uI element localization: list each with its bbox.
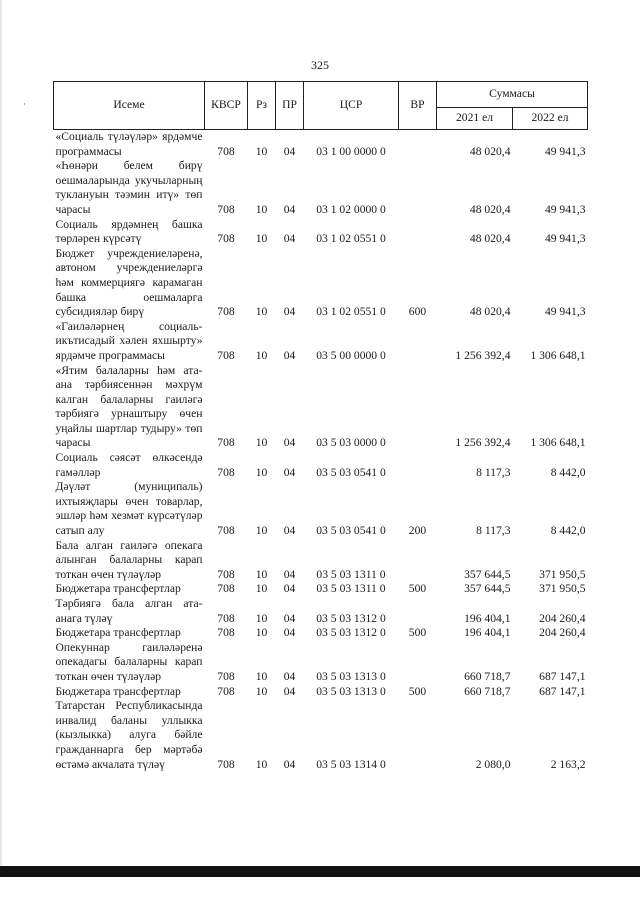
row-amount-2021: 196 404,1 — [464, 611, 511, 625]
row-pr: 04 — [283, 465, 296, 479]
header-rz: Рз — [248, 82, 276, 130]
row-vr — [399, 539, 437, 583]
header-kvsr: КВСР — [205, 82, 248, 130]
row-rz: 10 — [255, 582, 268, 596]
table-body — [54, 130, 588, 773]
row-csr: 03 1 02 0000 0 — [316, 202, 386, 216]
row-amount-2022: 8 442,0 — [550, 524, 586, 538]
row-vr — [399, 130, 437, 160]
table-row — [54, 218, 588, 247]
row-name: Опекуннар гаиләләренә опекадагы балаларны карап тоткан өчен түләүләр — [55, 640, 203, 683]
table-row — [54, 626, 588, 641]
table-row — [54, 320, 588, 364]
header-vr: ВР — [399, 82, 437, 130]
row-amount-2022: 371 950,5 — [539, 567, 586, 581]
row-kvsr: 708 — [217, 757, 235, 771]
row-amount-2022: 204 260,4 — [539, 626, 586, 640]
row-kvsr: 708 — [217, 684, 235, 698]
table-row — [54, 582, 588, 597]
row-kvsr: 708 — [217, 582, 235, 596]
row-amount-2022: 8 442,0 — [550, 465, 586, 479]
row-pr: 04 — [283, 567, 296, 581]
row-csr: 03 1 02 0551 0 — [316, 305, 386, 319]
row-kvsr: 708 — [217, 436, 235, 450]
row-amount-2022: 687 147,1 — [539, 669, 586, 683]
row-kvsr: 708 — [217, 348, 235, 362]
row-rz: 10 — [255, 305, 268, 319]
row-amount-2021: 48 020,4 — [469, 232, 511, 246]
row-name: Бюджетара трансфертлар — [55, 626, 181, 640]
table-row — [54, 685, 588, 700]
row-name: «Һөнәри белем бирү оешмаларында укучыларның туклануын тәэмин итү» төп чарасы — [55, 159, 203, 216]
row-amount-2021: 660 718,7 — [464, 669, 511, 683]
header-year-2021: 2021 ел — [437, 108, 513, 130]
row-kvsr: 708 — [217, 232, 235, 246]
row-kvsr: 708 — [217, 626, 235, 640]
row-rz: 10 — [255, 144, 268, 158]
row-csr: 03 5 00 0000 0 — [316, 348, 386, 362]
row-vr — [399, 641, 437, 685]
row-amount-2021: 660 718,7 — [464, 684, 511, 698]
row-amount-2022: 2 163,2 — [550, 757, 586, 771]
row-csr: 03 1 00 0000 0 — [316, 144, 386, 158]
row-rz: 10 — [255, 684, 268, 698]
row-amount-2021: 2 080,0 — [475, 757, 511, 771]
row-amount-2021: 48 020,4 — [469, 202, 511, 216]
row-rz: 10 — [255, 757, 268, 771]
row-name: «Гаиләләрнең социаль-икътисадый хәлен яхшырту» ярдәмче программасы — [55, 319, 203, 362]
row-name: «Ятим балаларны һәм ата-ана тәрбиясеннән мәхрүм калган балаларны гаиләгә тәрбиягә урнаштыру өчен уңайлы шартлар тудыру» төп чарасы — [55, 363, 203, 450]
row-csr: 03 1 02 0551 0 — [316, 232, 386, 246]
row-pr: 04 — [283, 669, 296, 683]
row-vr — [399, 159, 437, 217]
row-pr: 04 — [283, 436, 296, 450]
row-amount-2022: 204 260,4 — [539, 611, 586, 625]
row-vr: 500 — [408, 582, 427, 596]
row-csr: 03 5 03 1311 0 — [316, 567, 386, 581]
row-amount-2022: 371 950,5 — [539, 582, 586, 596]
row-vr: 200 — [408, 524, 427, 538]
row-kvsr: 708 — [217, 202, 235, 216]
table-row — [54, 480, 588, 538]
row-vr — [399, 218, 437, 247]
row-rz: 10 — [255, 232, 268, 246]
row-kvsr: 708 — [217, 669, 235, 683]
row-amount-2021: 357 644,5 — [464, 567, 511, 581]
row-vr — [399, 320, 437, 364]
row-kvsr: 708 — [217, 567, 235, 581]
row-vr — [399, 699, 437, 772]
row-pr: 04 — [283, 684, 296, 698]
row-amount-2021: 196 404,1 — [464, 626, 511, 640]
row-name: Тәрбиягә бала алган ата-анага түләү — [55, 597, 203, 625]
table-row — [54, 130, 588, 160]
scan-edge — [0, 0, 2, 866]
table-row — [54, 641, 588, 685]
row-pr: 04 — [283, 305, 296, 319]
header-name: Исеме — [54, 82, 205, 130]
row-kvsr: 708 — [217, 465, 235, 479]
row-pr: 04 — [283, 202, 296, 216]
row-kvsr: 708 — [217, 524, 235, 538]
row-csr: 03 5 03 1312 0 — [316, 611, 386, 625]
row-amount-2022: 687 147,1 — [539, 684, 586, 698]
row-amount-2021: 357 644,5 — [464, 582, 511, 596]
table-row — [54, 364, 588, 452]
row-pr: 04 — [283, 524, 296, 538]
row-csr: 03 5 03 0541 0 — [316, 524, 386, 538]
row-rz: 10 — [255, 611, 268, 625]
row-amount-2021: 8 117,3 — [476, 524, 511, 538]
row-amount-2021: 1 256 392,4 — [455, 436, 511, 450]
row-vr — [399, 364, 437, 452]
table-row — [54, 699, 588, 772]
row-kvsr: 708 — [217, 305, 235, 319]
row-rz: 10 — [255, 567, 268, 581]
row-rz: 10 — [255, 669, 268, 683]
row-vr — [399, 451, 437, 480]
row-pr: 04 — [283, 232, 296, 246]
row-pr: 04 — [283, 611, 296, 625]
row-vr — [399, 597, 437, 626]
row-amount-2022: 49 941,3 — [544, 202, 586, 216]
row-name: Бюджетара трансфертлар — [55, 684, 181, 698]
row-vr: 600 — [408, 305, 427, 319]
row-name: Социаль сәясәт өлкәсендә гамәлләр — [55, 451, 203, 479]
table-header — [54, 82, 588, 130]
row-pr: 04 — [283, 626, 296, 640]
row-vr: 500 — [408, 684, 427, 698]
row-pr: 04 — [283, 757, 296, 771]
row-csr: 03 5 03 1314 0 — [316, 757, 386, 771]
row-csr: 03 5 03 1312 0 — [316, 626, 386, 640]
row-csr: 03 5 03 0541 0 — [316, 465, 386, 479]
scan-dot: · — [23, 99, 26, 109]
row-vr: 500 — [408, 626, 427, 640]
row-rz: 10 — [255, 465, 268, 479]
table-row — [54, 539, 588, 583]
row-amount-2021: 48 020,4 — [469, 305, 511, 319]
row-pr: 04 — [283, 582, 296, 596]
header-year-2022: 2022 ел — [513, 108, 588, 130]
row-name: Бюджет учреждениеләренә, автоном учреждениеләргә һәм коммерциягә карамаган башка оешмаларга субсидияләр бирү — [55, 246, 203, 319]
row-name: Бюджетара трансфертлар — [55, 582, 181, 596]
row-pr: 04 — [283, 348, 296, 362]
header-sums: Суммасы — [437, 82, 588, 108]
row-csr: 03 5 03 1313 0 — [316, 669, 386, 683]
row-name: «Социаль түләүләр» ярдәмче программасы — [55, 130, 203, 158]
row-name: Социаль ярдәмнең башка төрләрен күрсәтү — [55, 217, 203, 246]
row-name: Дәүләт (муниципаль) ихтыяҗлары өчен товарлар, эшләр һәм хезмәт күрсәтүләр сатып алу — [55, 480, 203, 538]
header-csr: ЦСР — [304, 82, 399, 130]
row-amount-2022: 49 941,3 — [544, 305, 586, 319]
row-rz: 10 — [255, 202, 268, 216]
row-csr: 03 5 03 1311 0 — [316, 582, 386, 596]
row-pr: 04 — [283, 144, 296, 158]
row-amount-2021: 8 117,3 — [476, 465, 511, 479]
row-rz: 10 — [255, 626, 268, 640]
scan-bottom-band — [0, 866, 640, 877]
row-csr: 03 5 03 1313 0 — [316, 684, 386, 698]
row-amount-2021: 1 256 392,4 — [455, 348, 511, 362]
table-row — [54, 159, 588, 217]
row-amount-2021: 48 020,4 — [469, 144, 511, 158]
table-row — [54, 247, 588, 320]
row-rz: 10 — [255, 436, 268, 450]
row-rz: 10 — [255, 348, 268, 362]
header-pr: ПР — [276, 82, 304, 130]
row-name: Бала алган гаиләгә опекага алынган балаларны карап тоткан өчен түләүләр — [55, 538, 203, 581]
table-row — [54, 451, 588, 480]
row-amount-2022: 49 941,3 — [544, 232, 586, 246]
row-name: Татарстан Республикасында инвалид баланы уллыкка (кызлыкка) алуга бәйле гражданнарга бер мәртәбә өстәмә акчалата түләү — [55, 699, 203, 771]
row-amount-2022: 49 941,3 — [544, 144, 586, 158]
table-row — [54, 597, 588, 626]
row-rz: 10 — [255, 524, 268, 538]
row-kvsr: 708 — [217, 144, 235, 158]
page-number: 325 — [311, 58, 329, 72]
budget-table — [53, 81, 588, 772]
row-csr: 03 5 03 0000 0 — [316, 436, 386, 450]
row-amount-2022: 1 306 648,1 — [530, 348, 586, 362]
row-kvsr: 708 — [217, 611, 235, 625]
row-amount-2022: 1 306 648,1 — [530, 436, 586, 450]
